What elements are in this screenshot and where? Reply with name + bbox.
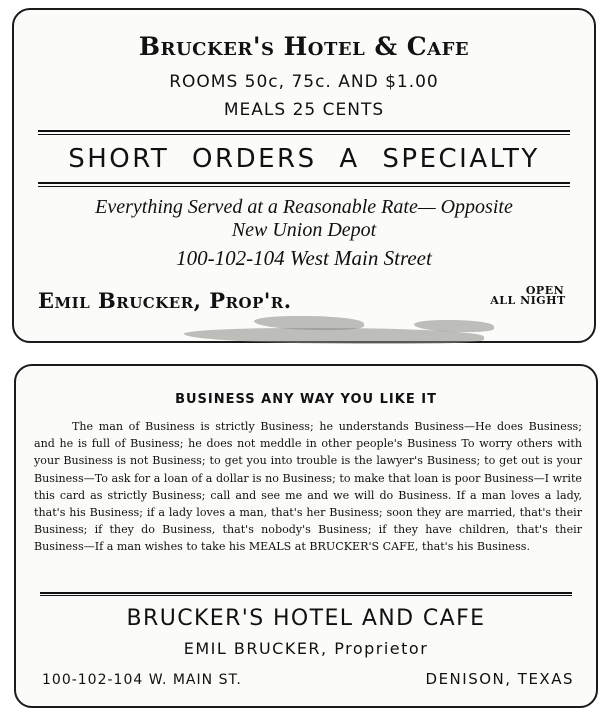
street-address-short: 100-102-104 W. MAIN ST. xyxy=(42,672,242,688)
tagline-line-1: Everything Served at a Reasonable Rate— Opposite xyxy=(95,196,513,218)
open-label: OPEN xyxy=(525,284,565,297)
business-card-back xyxy=(14,364,598,708)
card-heading: BUSINESS ANY WAY YOU LIKE IT xyxy=(175,392,437,407)
city-state: DENISON, TEXAS xyxy=(425,670,574,688)
room-rates: ROOMS 50c, 75c. AND $1.00 xyxy=(169,72,439,92)
proprietor-name: Emil Brucker, Prop'r. xyxy=(38,288,292,313)
specialty-banner: SHORT ORDERS A SPECIALTY xyxy=(68,144,540,174)
open-all-night xyxy=(480,286,576,306)
proprietor-line: EMIL BRUCKER, Proprietor xyxy=(183,639,429,658)
all-night-label: ALL NIGHT xyxy=(490,294,566,307)
divider-rule-top xyxy=(38,130,570,135)
business-card-front xyxy=(12,8,596,343)
tagline-line-2: New Union Depot xyxy=(231,219,377,241)
divider-rule xyxy=(40,592,572,596)
hotel-name: BRUCKER'S HOTEL AND CAFE xyxy=(126,606,486,631)
divider-rule-bottom xyxy=(38,182,570,187)
paragraph-text: The man of Business is strictly Business; he understands Business—He does Business; and he is full of Business; he does not meddle in other people's Business To worry others with your Business is not Business; to get you into trouble is the lawyer's Business; to get out is your Business—To ask for a loan of a dollar is no Business; to make that loan is poor Business—I write this card as strictly Business; call and see me and we will do Business. If a man loves a lady, that's his Business; if a lady loves a man, that's her Business; soon they are married, that's their Business; if they do Business, that's nobody's Business; if they have children, that's their Business—If a man wishes to take his MEALS at BRUCKER'S CAFE, that's his Business. xyxy=(34,420,582,554)
hotel-title: Brucker's Hotel & Cafe xyxy=(138,32,470,61)
street-address: 100-102-104 West Main Street xyxy=(176,246,432,270)
meal-price: MEALS 25 CENTS xyxy=(223,100,385,120)
business-paragraph xyxy=(34,418,582,556)
